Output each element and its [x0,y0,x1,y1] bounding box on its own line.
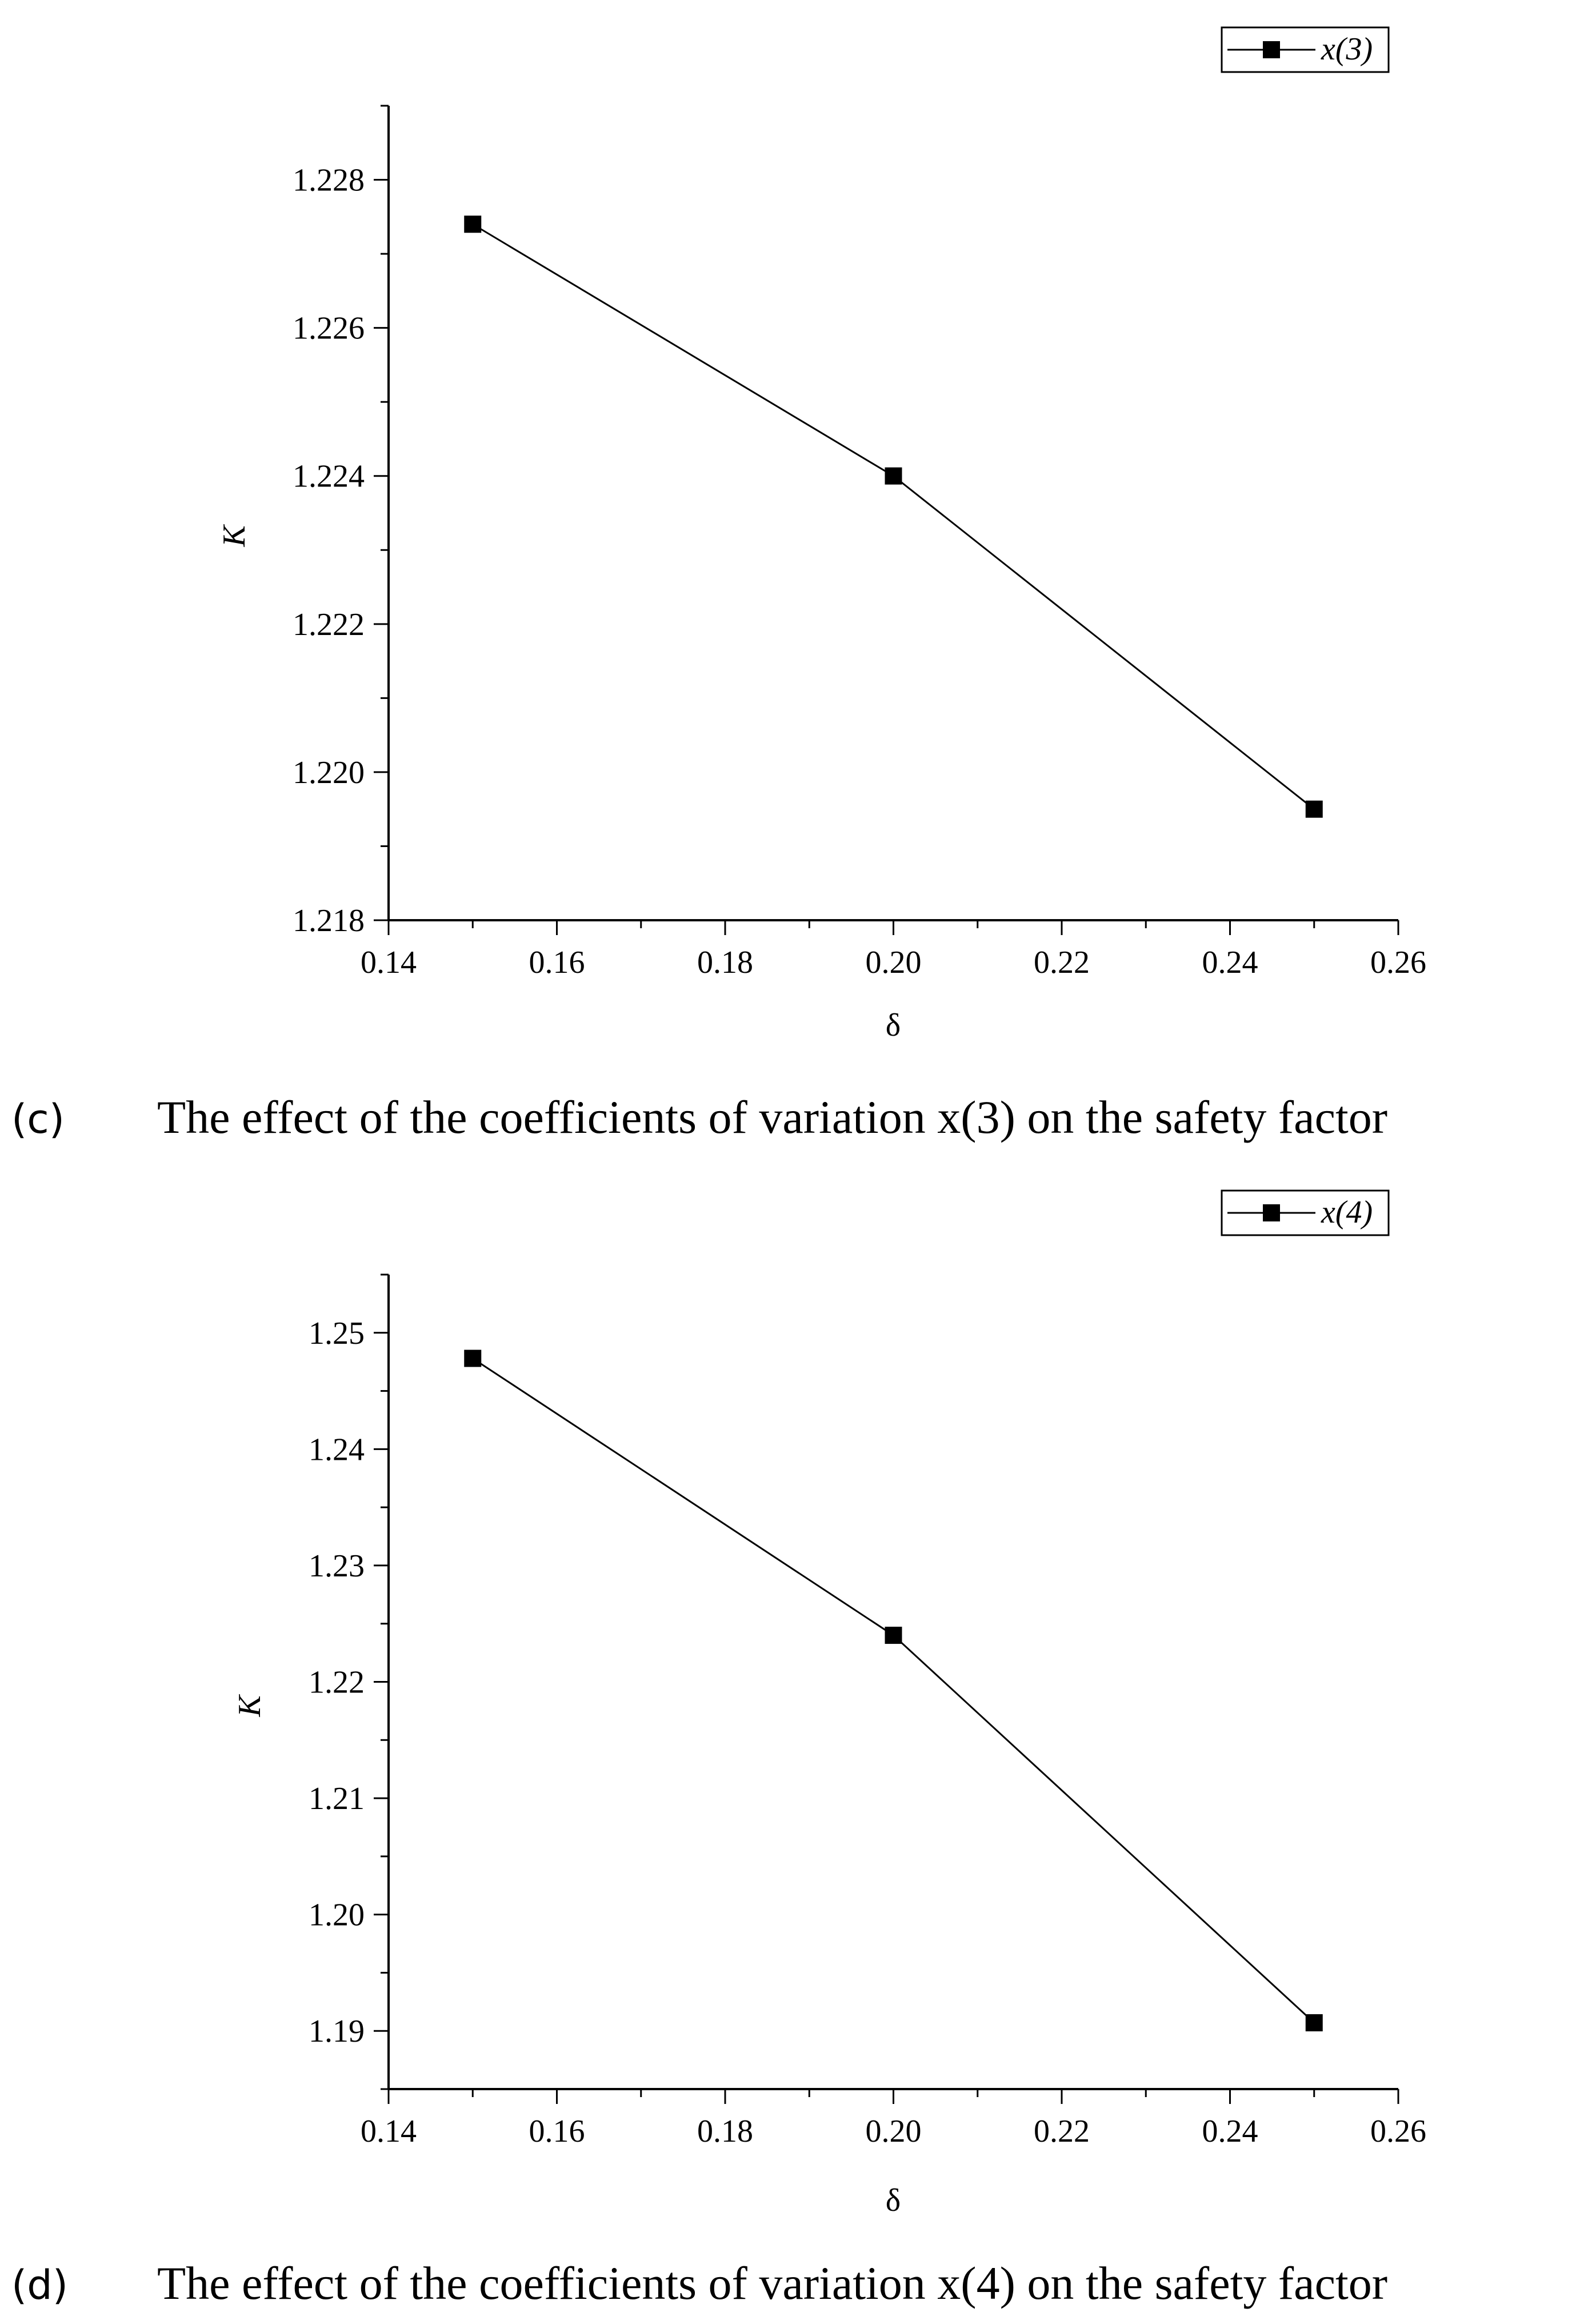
chart-c-x-tick-label: 0.16 [529,945,585,980]
chart-d-x-tick-label: 0.24 [1202,2114,1258,2149]
chart-d-y-tick-label: 1.25 [309,1315,365,1351]
chart-d-y-axis-label: K [232,1695,267,1717]
chart-c-legend [1222,27,1389,72]
chart-c-x-tick-label: 0.26 [1370,945,1426,980]
chart-d-data-point [1306,2014,1323,2031]
chart-c-legend-label: x(3) [1321,31,1373,67]
chart-d-y-tick-label: 1.23 [309,1548,365,1584]
chart-d-data-point [885,1627,902,1644]
chart-d-x-tick-label: 0.14 [361,2114,417,2149]
chart-d-x-tick-label: 0.26 [1370,2114,1426,2149]
chart-c-y-axis-label: K [217,525,252,547]
caption-d-text: The effect of the coefficients of variation x(4) on the safety factor [157,2257,1388,2309]
chart-d [232,1191,1426,2218]
chart-d-y-tick-label: 1.21 [309,1781,365,1817]
chart-d-x-axis-label: δ [885,2183,901,2218]
chart-d-x-tick-label: 0.18 [697,2114,753,2149]
chart-d-legend-marker [1263,1204,1280,1221]
chart-c-y-tick-label: 1.218 [293,903,365,939]
chart-c-data-point [464,215,481,233]
chart-d-axes [309,1275,1426,2149]
chart-c-y-tick-label: 1.220 [293,754,365,790]
chart-c-y-tick-label: 1.226 [293,310,365,346]
chart-c-data-point [1306,801,1323,818]
chart-c-legend-marker [1263,41,1280,58]
chart-d-series-line [473,1359,1314,2023]
chart-c-data-point [885,468,902,485]
chart-c-marks [464,215,1323,817]
caption-d-label: (d) [11,2262,69,2309]
caption-c-label: (c) [11,1096,65,1143]
chart-d-legend-label: x(4) [1321,1195,1373,1230]
chart-c-y-tick-label: 1.224 [293,458,365,494]
chart-d-marks [464,1350,1323,2031]
chart-c-x-tick-label: 0.24 [1202,945,1258,980]
chart-c-axes [293,106,1426,980]
chart-c-x-tick-label: 0.14 [361,945,417,980]
caption-c-text: The effect of the coefficients of variation x(3) on the safety factor [157,1091,1388,1143]
chart-c-x-tick-label: 0.22 [1034,945,1090,980]
chart-d-legend [1222,1191,1389,1235]
chart-d-y-tick-label: 1.24 [309,1432,365,1468]
chart-c-x-tick-label: 0.20 [865,945,922,980]
chart-d-y-tick-label: 1.20 [309,1897,365,1933]
chart-c-x-tick-label: 0.18 [697,945,753,980]
chart-d-y-tick-label: 1.22 [309,1664,365,1700]
chart-c-x-axis-label: δ [885,1008,901,1043]
chart-d-x-tick-label: 0.22 [1034,2114,1090,2149]
chart-c-series-line [473,224,1314,809]
chart-d-data-point [464,1350,481,1367]
chart-d-x-tick-label: 0.16 [529,2114,585,2149]
chart-c [217,27,1426,1043]
chart-d-y-tick-label: 1.19 [309,2014,365,2050]
chart-c-y-tick-label: 1.222 [293,606,365,642]
chart-c-y-tick-label: 1.228 [293,162,365,198]
chart-d-x-tick-label: 0.20 [865,2114,922,2149]
